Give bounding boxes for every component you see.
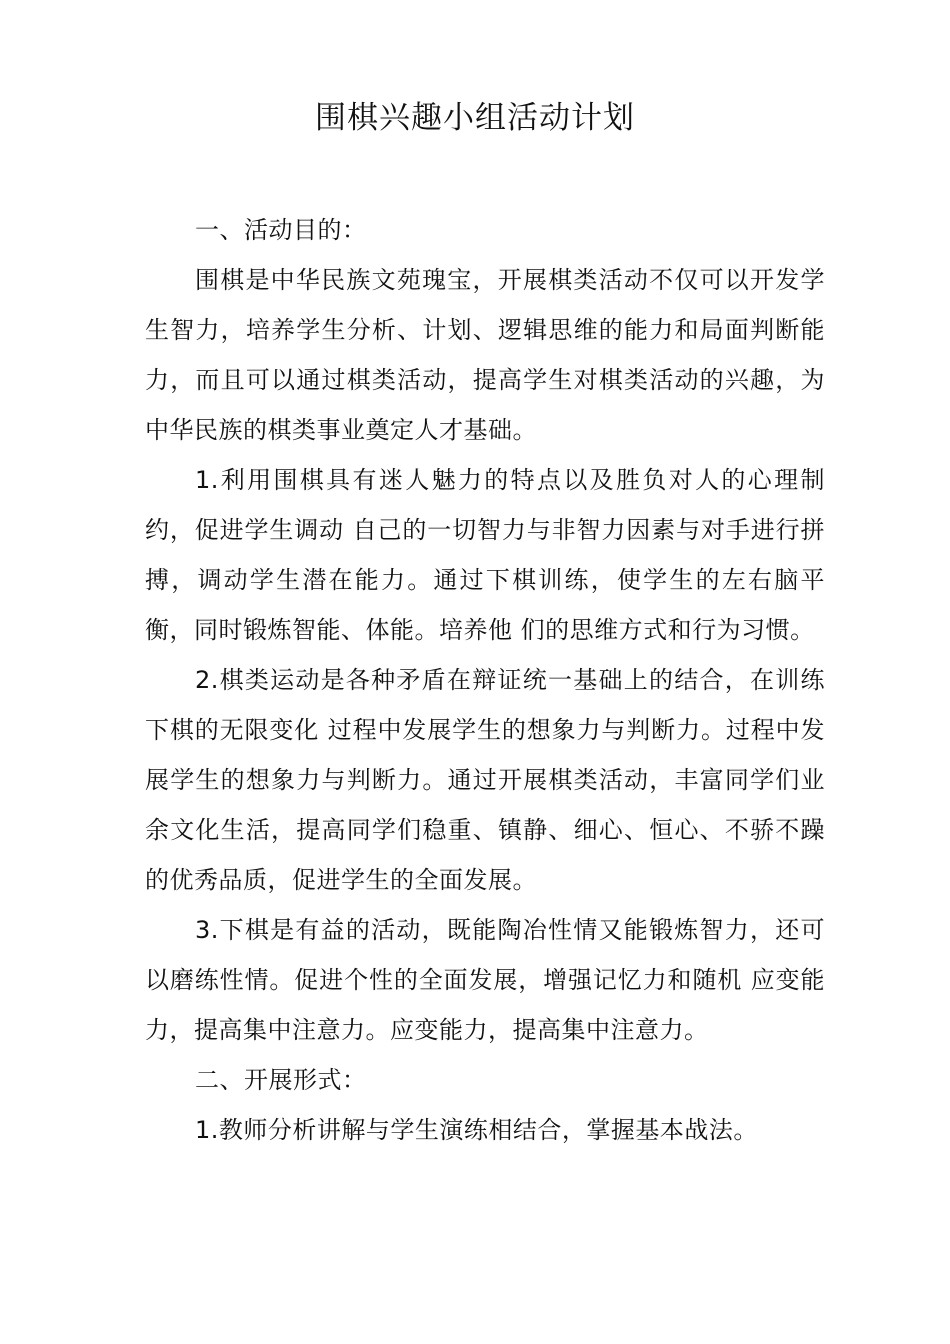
paragraph-item-2: 2.棋类运动是各种矛盾在辩证统一基础上的结合，在训练下棋的无限变化 过程中发展学生的想象力与判断力。过程中发展学生的想象力与判断力。通过开展棋类活动，丰富同学们业余文化生活，提高同学们稳重、镇静、细心、恒心、不骄不躁的优秀品质，促进学生的全面发展。 — [145, 666, 825, 894]
document-title: 围棋兴趣小组活动计划 — [315, 100, 635, 136]
paragraph-intro: 围棋是中华民族文苑瑰宝，开展棋类活动不仅可以开发学生智力，培养学生分析、计划、逻辑思维的能力和局面判断能力，而且可以通过棋类活动，提高学生对棋类活动的兴趣，为中华民族的棋类事业奠定人才基础。 — [145, 266, 825, 444]
paragraph-item-3: 3.下棋是有益的活动，既能陶冶性情又能锻炼智力，还可以磨练性情。促进个性的全面发展，增强记忆力和随机 应变能力，提高集中注意力。应变能力，提高集中注意力。 — [145, 916, 825, 1044]
paragraph-format-item-1: 1.教师分析讲解与学生演练相结合，掌握基本战法。 — [195, 1116, 758, 1144]
section-heading-format: 二、开展形式： — [195, 1066, 367, 1094]
document-body — [145, 205, 825, 1155]
section-heading-purpose: 一、活动目的： — [195, 216, 367, 244]
paragraph-item-1: 1.利用围棋具有迷人魅力的特点以及胜负对人的心理制约，促进学生调动 自己的一切智力与非智力因素与对手进行拼搏，调动学生潜在能力。通过下棋训练，使学生的左右脑平衡，同时锻炼智能、体能。培养他 们的思维方式和行为习惯。 — [145, 466, 825, 644]
